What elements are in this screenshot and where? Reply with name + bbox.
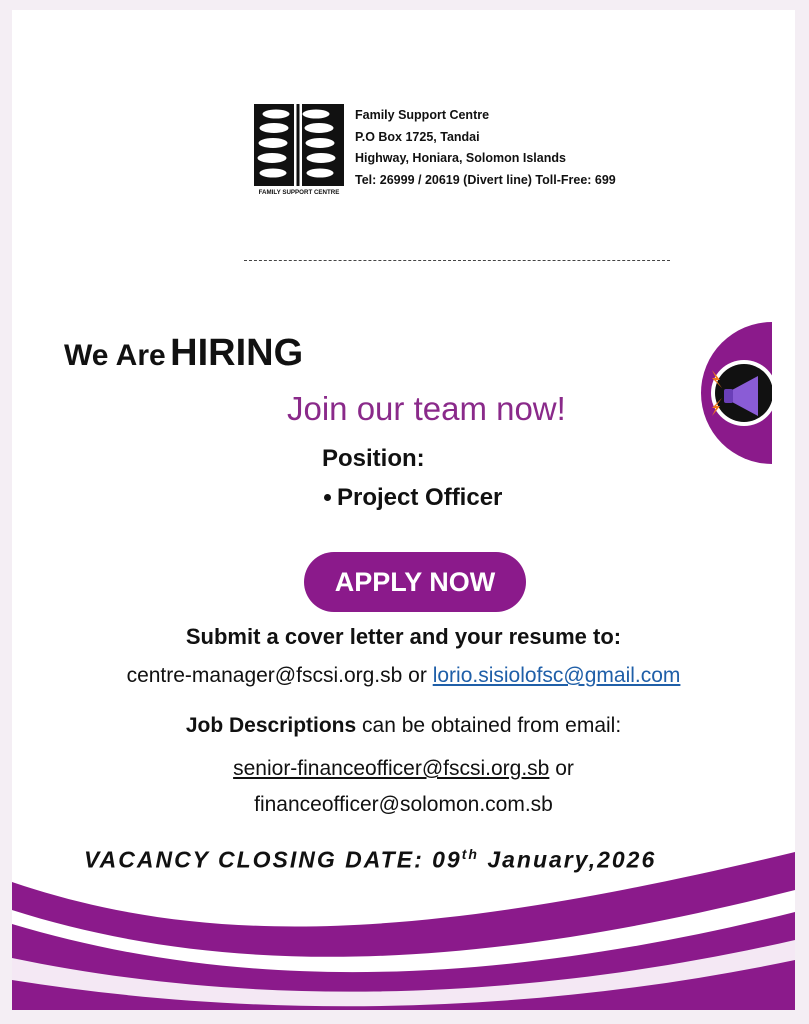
submit-heading: Submit a cover letter and your resume to: (185, 624, 622, 649)
megaphone-badge (692, 322, 772, 464)
position-item (322, 484, 502, 512)
job-descriptions-text: can be obtained from email: (362, 714, 622, 737)
or-text-2: or (555, 757, 574, 780)
submit-emails (12, 664, 795, 688)
address-line-2: Highway, Honiara, Solomon Islands (355, 151, 566, 165)
job-descriptions-line (12, 714, 795, 738)
closing-superscript: th (461, 846, 479, 862)
email-secondary-link[interactable]: lorio.sisiolofsc@gmail.com (432, 664, 681, 687)
position-title: Project Officer (337, 484, 503, 511)
headline-prefix: We Are (64, 339, 166, 372)
headline (64, 332, 303, 375)
or-text: or (408, 664, 427, 687)
position-label: Position: (322, 445, 425, 472)
job-email-1[interactable]: senior-financeofficer@fscsi.org.sb (233, 757, 550, 780)
vacancy-poster (12, 10, 795, 1010)
job-email-line-1 (12, 757, 795, 781)
address-line-1: P.O Box 1725, Tandai (355, 129, 480, 144)
logo-caption: FAMILY SUPPORT CENTRE (258, 189, 340, 196)
job-email-2[interactable]: financeofficer@solomon.com.sb (254, 793, 553, 816)
headline-subline: Join our team now! (287, 390, 566, 427)
closing-prefix: VACANCY CLOSING DATE: 09 (84, 846, 462, 873)
job-descriptions-label: Job Descriptions (185, 714, 357, 737)
email-primary[interactable]: centre-manager@fscsi.org.sb (126, 664, 403, 687)
phone-line: Tel: 26999 / 20619 (Divert line) Toll-Free: 699 (355, 172, 616, 187)
divider (244, 260, 670, 261)
apply-now-button[interactable]: APPLY NOW (304, 552, 526, 612)
headline-emphasis: HIRING (170, 332, 304, 374)
closing-suffix: January,2026 (487, 846, 657, 873)
closing-date (84, 846, 656, 874)
bullet-icon (324, 494, 331, 501)
family-support-centre-logo (254, 104, 344, 196)
organization-name: Family Support Centre (355, 108, 490, 122)
organization-address (355, 105, 616, 191)
